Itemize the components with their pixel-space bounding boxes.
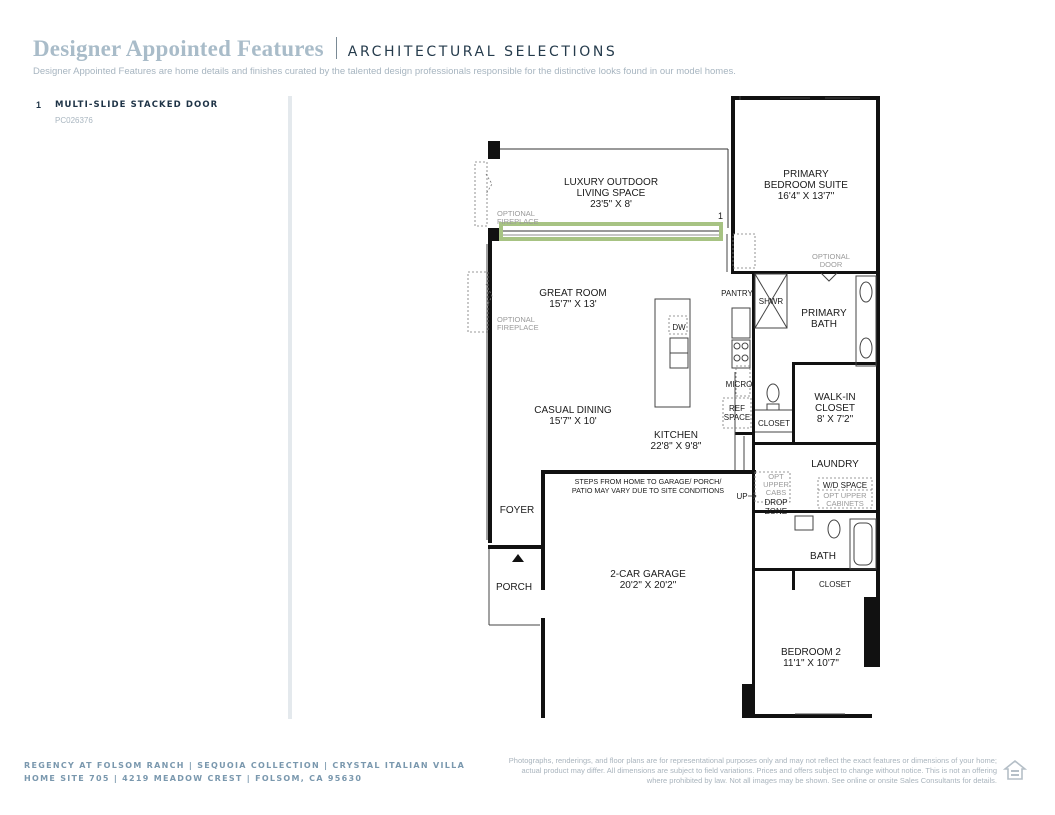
label-dishwasher: DW — [672, 323, 686, 332]
feature-code: PC026376 — [55, 116, 93, 125]
label-ref-space: SPACE — [723, 413, 751, 422]
room-walkin: WALK-IN — [814, 392, 856, 403]
entry-arrow-icon — [512, 554, 524, 562]
page-title: Designer Appointed Features — [33, 36, 324, 61]
room-closet: CLOSET — [818, 580, 852, 589]
room-dining: CASUAL DINING — [534, 405, 612, 416]
optional-upper-cabinets-1: OPT UPPER — [823, 491, 867, 500]
feature-number: 1 — [36, 100, 42, 110]
room-outdoor-dim: 23'5" X 8' — [590, 199, 632, 210]
room-laundry: LAUNDRY — [811, 459, 859, 470]
room-outdoor-2: LIVING SPACE — [576, 188, 646, 199]
equal-housing-icon — [1003, 758, 1027, 782]
room-primary-bath-2: BATH — [811, 319, 837, 330]
footer-disclaimer: Photographs, renderings, and floor plans are for representational purposes only and may not reflect the exact features or dimensions of your home; actual product may differ. All dimensions are subject to field variations. Prices and offers subject to change without notice. This is not an offering where prohibited by law. Not all images may be shown. See online or onsite Sales Consultants for details. — [508, 756, 997, 785]
room-porch: PORCH — [495, 582, 533, 593]
optional-upper-cabs-2: UPPER — [763, 480, 789, 489]
optional-door: OPTIONAL — [812, 252, 850, 261]
optional-fireplace-1b: FIREPLACE — [497, 217, 539, 226]
optional-fireplace-2: OPTIONAL — [497, 315, 535, 324]
footer-address: HOME SITE 705 | 4219 MEADOW CREST | FOLSOM, CA 95630 — [24, 774, 363, 783]
label-ref: REF — [729, 404, 745, 413]
room-kitchen-dim: 22'8" X 9'8" — [650, 441, 702, 452]
feature-marker[interactable]: 1 — [718, 211, 724, 221]
room-outdoor: LUXURY OUTDOOR — [563, 177, 659, 188]
room-primary-2: BEDROOM SUITE — [764, 180, 848, 191]
garage-note-1: STEPS FROM HOME TO GARAGE/ PORCH/ — [574, 477, 722, 486]
room-walkin-2: CLOSET — [814, 403, 856, 414]
page-subtitle: ARCHITECTURAL SELECTIONS — [347, 44, 618, 60]
label-shower: SHWR — [758, 297, 784, 306]
optional-upper-cabinets-2: CABINETS — [826, 499, 864, 508]
label-up: UP — [736, 492, 748, 501]
room-dining-dim: 15'7" X 10' — [549, 416, 597, 427]
room-walkin-dim: 8' X 7'2" — [816, 414, 854, 425]
optional-door-b: DOOR — [819, 260, 843, 269]
room-bedroom2: BEDROOM 2 — [780, 647, 842, 658]
room-great-dim: 15'7" X 13' — [549, 299, 597, 310]
label-pantry: PANTRY — [721, 289, 753, 298]
room-kitchen: KITCHEN — [654, 430, 698, 441]
room-primary-bath: PRIMARY — [801, 308, 847, 319]
room-primary-dim: 16'4" X 13'7" — [777, 191, 835, 202]
optional-upper-cabs-3: CABS — [765, 488, 787, 497]
optional-fireplace-2b: FIREPLACE — [497, 323, 539, 332]
header-description: Designer Appointed Features are home details and finishes curated by the talented design professionals responsible for the distinctive looks found in our model homes. — [33, 66, 736, 77]
label-drop-zone: ZONE — [764, 507, 788, 516]
label-wd-space: W/D SPACE — [822, 481, 868, 490]
room-foyer: FOYER — [499, 505, 535, 516]
label-closet-small: CLOSET — [757, 419, 791, 428]
room-garage: 2-CAR GARAGE — [610, 569, 686, 580]
garage-note-2: PATIO MAY VARY DUE TO SITE CONDITIONS — [571, 486, 725, 495]
label-drop: DROP — [764, 498, 788, 507]
room-bath: BATH — [810, 551, 836, 562]
optional-upper-cabs-1: OPT — [768, 472, 784, 481]
room-garage-dim: 20'2" X 20'2" — [619, 580, 677, 591]
room-primary: PRIMARY — [783, 169, 829, 180]
room-bedroom2-dim: 11'1" X 10'7" — [783, 658, 839, 669]
optional-fireplace-1: OPTIONAL — [497, 209, 535, 218]
label-micro: MICRO — [725, 380, 753, 389]
feature-name: MULTI-SLIDE STACKED DOOR — [55, 100, 219, 110]
footer-community: REGENCY AT FOLSOM RANCH | SEQUOIA COLLECTION | CRYSTAL ITALIAN VILLA — [24, 761, 466, 770]
room-great: GREAT ROOM — [539, 288, 607, 299]
